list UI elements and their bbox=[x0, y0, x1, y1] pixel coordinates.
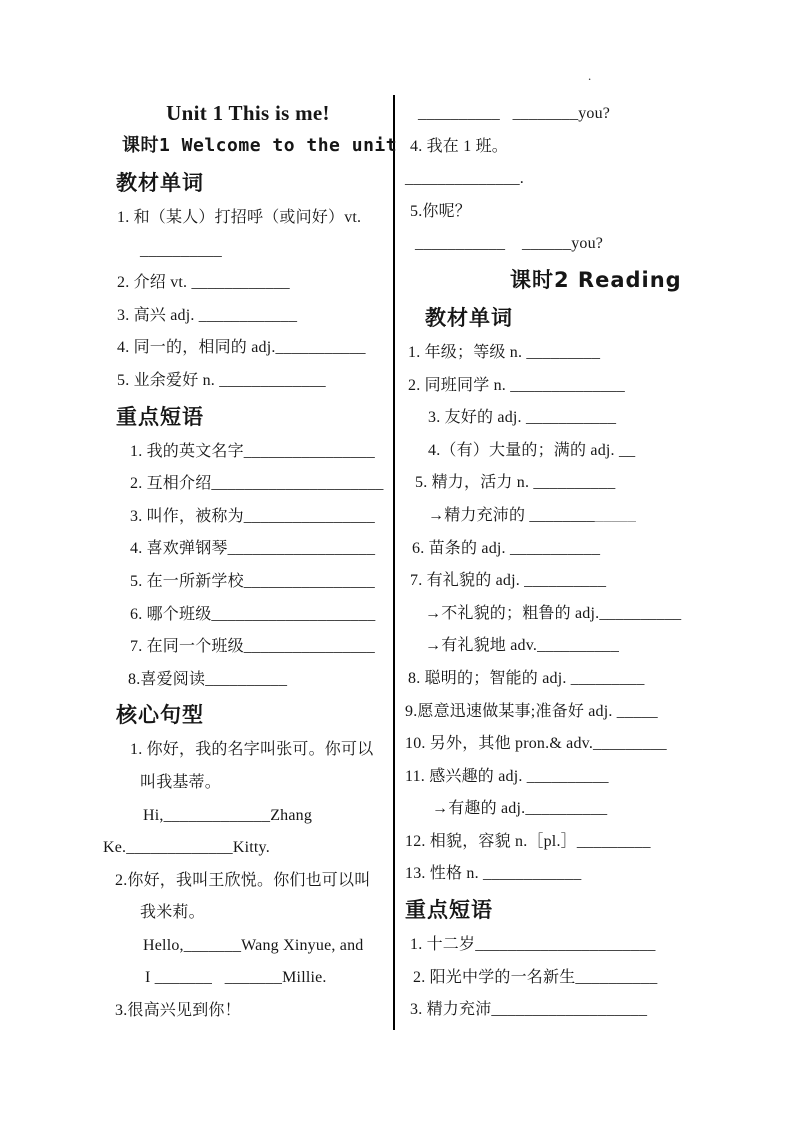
vocab-item: 3. 高兴 adj. ____________ bbox=[117, 306, 298, 324]
right-phrases-heading: 重点短语 bbox=[405, 898, 493, 923]
sentence-line: 叫我基蒂。 bbox=[140, 773, 222, 791]
vocab-item: 1. 和（某人）打招呼（或问好）vt. bbox=[117, 209, 362, 226]
sentence-line: I _______ _______Millie. bbox=[145, 969, 327, 987]
vocab-item: 2. 介绍 vt. ____________ bbox=[117, 274, 290, 292]
vocab-item: 9.愿意迅速做某事;准备好 adj. _____ bbox=[405, 702, 658, 720]
blank-line: __________ bbox=[140, 241, 222, 259]
vocab-derived-item: →不礼貌的；粗鲁的 adj.__________ bbox=[425, 604, 682, 622]
left-vocab-heading: 教材单词 bbox=[116, 171, 204, 195]
vocab-item: 4.（有）大量的；满的 adj. __ bbox=[428, 441, 636, 459]
vocab-item: 12. 相貌，容貌 n.［pl.］_________ bbox=[405, 832, 651, 850]
right-column bbox=[405, 98, 715, 1027]
sentence-line: 5.你呢？ bbox=[410, 202, 472, 220]
stray-dot-mark: . bbox=[588, 68, 592, 83]
phrase-item: 5. 在一所新学校________________ bbox=[130, 572, 376, 590]
blank-line: ______________. bbox=[405, 170, 524, 188]
phrase-item: 1. 我的英文名字________________ bbox=[130, 442, 376, 460]
sentence-line: Hi,_____________Zhang bbox=[143, 806, 313, 824]
phrase-item: 3. 叫作，被称为________________ bbox=[130, 507, 376, 525]
vocab-item: 7. 有礼貌的 adj. __________ bbox=[410, 572, 607, 590]
sentence-line: Hello,_______Wang Xinyue, and bbox=[143, 936, 364, 954]
sentence-line: 我米莉。 bbox=[140, 904, 205, 922]
vocab-derived-item bbox=[405, 500, 715, 533]
phrase-item: 2. 互相介绍_____________________ bbox=[130, 475, 384, 493]
phrase-item: 3. 精力充沛___________________ bbox=[410, 1001, 648, 1019]
right-vocab-heading: 教材单词 bbox=[425, 305, 513, 330]
vocab-item: 8. 聪明的；智能的 adj. _________ bbox=[408, 669, 645, 687]
answer-line: __________ ________you? bbox=[418, 105, 611, 122]
vocab-item: 4. 同一的，相同的 adj.___________ bbox=[117, 339, 366, 357]
sentence-line: Ke._____________Kitty. bbox=[103, 839, 270, 857]
left-column bbox=[100, 98, 396, 1028]
vocab-item: 3. 友好的 adj. ___________ bbox=[428, 409, 617, 427]
derived-text: →精力充沛的 ________ bbox=[428, 506, 596, 524]
phrase-item: 2. 阳光中学的一名新生__________ bbox=[413, 968, 658, 986]
phrase-item: 1. 十二岁______________________ bbox=[410, 936, 656, 954]
phrase-item: 8.喜爱阅读__________ bbox=[128, 670, 288, 688]
vocab-item: 6. 苗条的 adj. ___________ bbox=[412, 539, 601, 557]
answer-line: ___________ ______you? bbox=[415, 235, 604, 253]
vocab-item: 5. 业余爱好 n. _____________ bbox=[117, 371, 326, 389]
vocab-item: 1. 年级；等级 n. _________ bbox=[408, 343, 601, 361]
derived-blank-gray: _____ bbox=[595, 506, 637, 524]
left-sentences-heading: 核心句型 bbox=[116, 703, 204, 728]
phrase-item: 6. 哪个班级____________________ bbox=[130, 605, 376, 623]
vocab-item: 13. 性格 n. ____________ bbox=[405, 865, 582, 883]
page-title: Unit 1 This is me! bbox=[166, 101, 330, 125]
vocab-item: 2. 同班同学 n. ______________ bbox=[408, 376, 626, 394]
sentence-line: 4. 我在 1 班。 bbox=[410, 137, 509, 155]
sentence-line: 1. 你好，我的名字叫张可。你可以 bbox=[130, 741, 374, 759]
lesson1-heading: 课时1 Welcome to the unit bbox=[122, 135, 398, 156]
vocab-derived-item: →有趣的 adj.__________ bbox=[432, 800, 608, 818]
vocab-item: 10. 另外，其他 pron.& adv._________ bbox=[405, 735, 667, 753]
left-phrases-heading: 重点短语 bbox=[116, 404, 204, 429]
lesson2-heading: 课时2 Reading bbox=[510, 267, 682, 292]
phrase-item: 7. 在同一个班级________________ bbox=[130, 638, 376, 656]
vocab-item: 11. 感兴趣的 adj. __________ bbox=[405, 767, 609, 785]
sentence-line: 3.很高兴见到你！ bbox=[115, 1002, 241, 1020]
phrase-item: 4. 喜欢弹钢琴__________________ bbox=[130, 540, 376, 558]
vocab-item: 5. 精力，活力 n. __________ bbox=[415, 474, 616, 492]
sentence-line: 2.你好，我叫王欣悦。你们也可以叫 bbox=[115, 871, 371, 889]
vocab-derived-item: →有礼貌地 adv.__________ bbox=[425, 637, 620, 655]
